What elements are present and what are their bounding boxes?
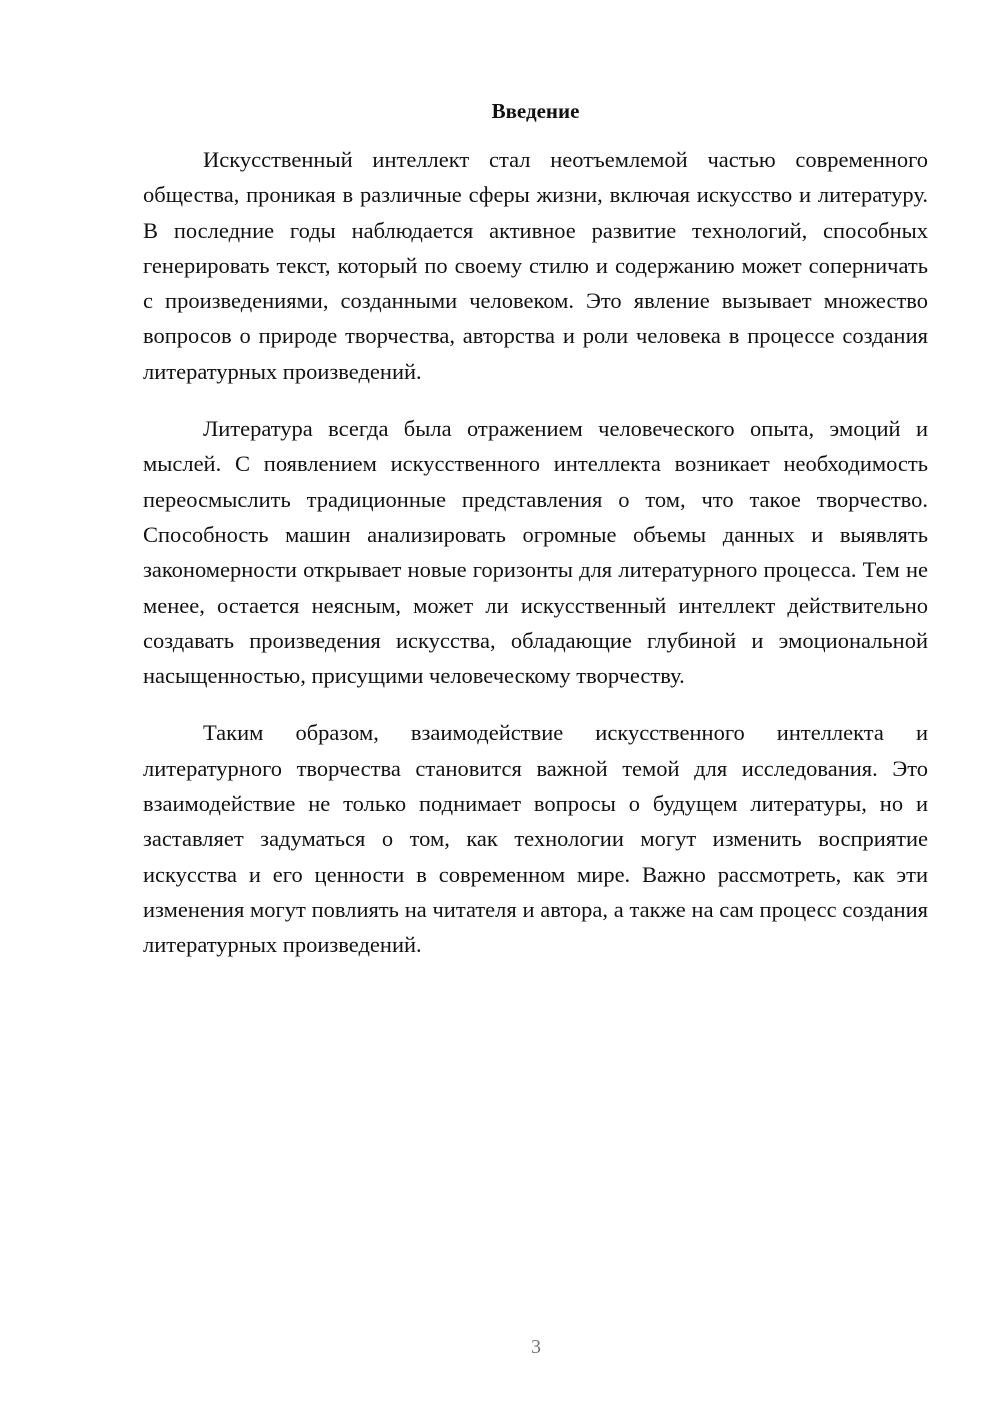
page-number: 3 (531, 1336, 541, 1358)
page-content (143, 93, 928, 985)
section-heading: Введение (491, 99, 580, 123)
paragraph-3: Таким образом, взаимодействие искусственного интеллекта и литературного творчества становится важной темой для исследования. Это взаимодействие не только поднимает вопросы о будущем литературы, но и заставляет задуматься о том, как технологии могут изменить восприятие искусства и его ценности в современном мире. Важно рассмотреть, как эти изменения могут повлиять на читателя и автора, а также на сам процесс создания литературных произведений. (143, 720, 928, 958)
paragraph-1: Искусственный интеллект стал неотъемлемой частью современного общества, проникая в различные сферы жизни, включая искусство и литературу. В последние годы наблюдается активное развитие технологий, способных генерировать текст, который по своему стилю и содержанию может соперничать с произведениями, созданными человеком. Это явление вызывает множество вопросов о природе творчества, авторства и роли человека в процессе создания литературных произведений. (143, 147, 928, 384)
paragraph-2: Литература всегда была отражением человеческого опыта, эмоций и мыслей. С появлением искусственного интеллекта возникает необходимость переосмыслить традиционные представления о том, что такое творчество. Способность машин анализировать огромные объемы данных и выявлять закономерности открывает новые горизонты для литературного процесса. Тем не менее, остается неясным, может ли искусственный интеллект действительно создавать произведения искусства, обладающие глубиной и эмоциональной насыщенностью, присущими человеческому творчеству. (143, 416, 928, 689)
